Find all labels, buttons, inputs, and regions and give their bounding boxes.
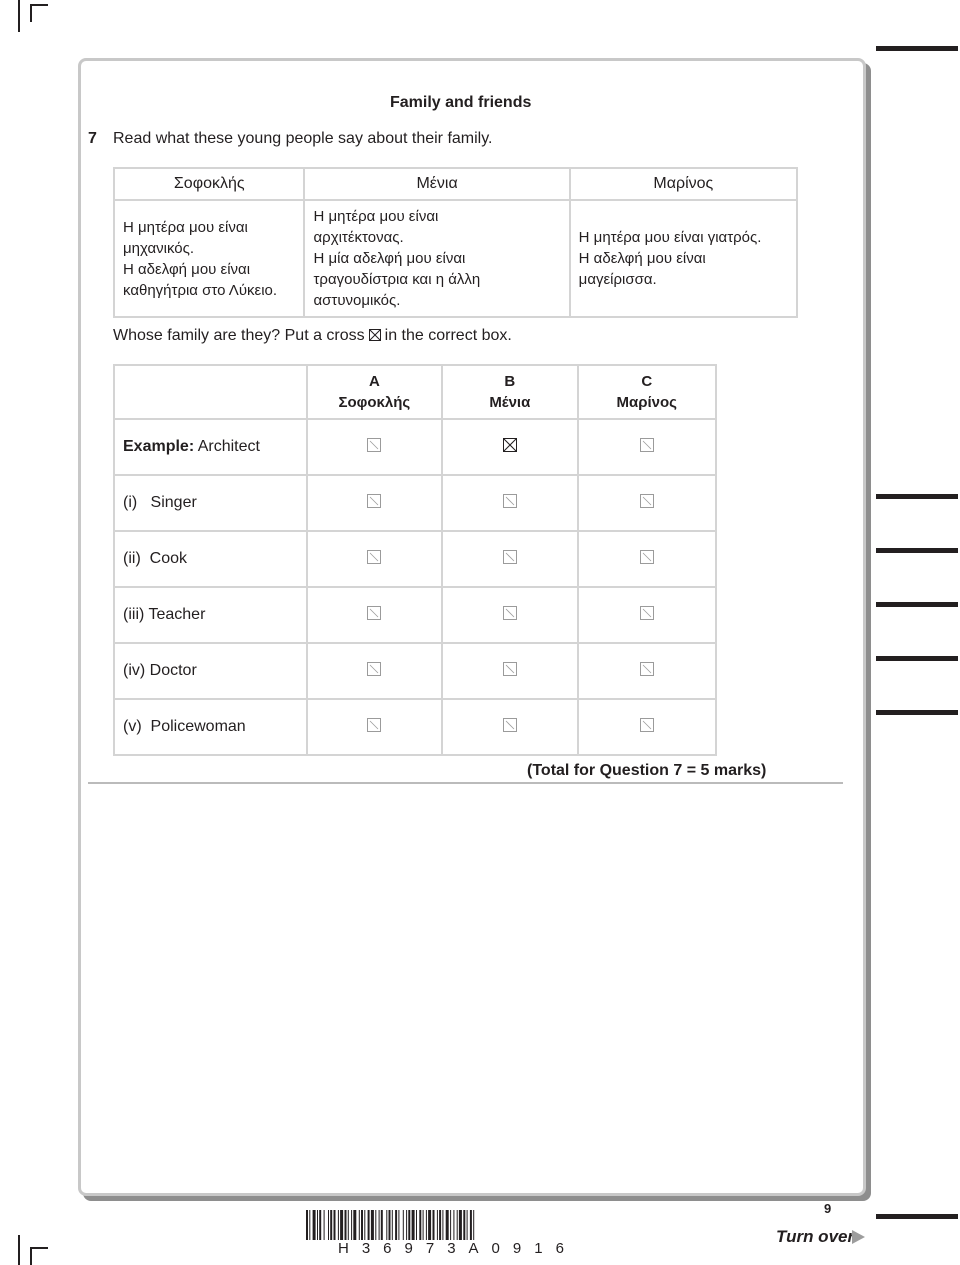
barcode-text: H36973A0916 <box>338 1240 577 1257</box>
answer-cell <box>307 699 443 755</box>
barcode-bar <box>463 1210 465 1240</box>
question-text: Read what these young people say about their family. <box>113 130 493 147</box>
barcode-bar <box>348 1210 349 1240</box>
crossed-checkbox[interactable] <box>503 438 517 452</box>
margin-bar <box>876 548 958 553</box>
barcode-bar <box>306 1210 308 1240</box>
answer-cell <box>307 587 443 643</box>
barcode-bar <box>319 1210 321 1240</box>
crop-mark <box>30 4 48 6</box>
question-number: 7 <box>88 130 97 147</box>
answer-cell <box>578 643 717 699</box>
answer-checkbox[interactable] <box>367 662 381 676</box>
row-label: (v) Policewoman <box>114 699 307 755</box>
answer-cell <box>578 531 717 587</box>
answer-cell <box>307 531 443 587</box>
barcode-bar <box>470 1210 472 1240</box>
answer-cell <box>442 419 577 475</box>
answer-cell <box>307 475 443 531</box>
barcode-bar <box>426 1210 427 1240</box>
example-label-text: Architect <box>194 438 260 455</box>
instruction-text: Whose family are they? Put a cross <box>113 327 365 344</box>
answer-checkbox[interactable] <box>503 662 517 676</box>
answer-checkbox[interactable] <box>640 438 654 452</box>
page-number: 9 <box>824 1201 832 1216</box>
barcode-bar <box>392 1210 393 1240</box>
barcode-bar <box>412 1210 415 1240</box>
person-statement <box>304 200 569 317</box>
example-label <box>114 419 307 475</box>
crossed-box-icon <box>369 329 381 341</box>
barcode-bar <box>408 1210 410 1240</box>
statement-line: μηχανικός. <box>123 239 195 257</box>
barcode-bar <box>364 1210 365 1240</box>
barcode-bar <box>473 1210 474 1240</box>
total-marks: (Total for Question 7 = 5 marks) <box>527 762 767 779</box>
answer-cell <box>442 699 577 755</box>
barcode-bar <box>457 1210 458 1240</box>
statement-line: Η αδελφή μου είναι <box>578 250 706 267</box>
barcode-bar <box>375 1210 376 1240</box>
barcode-bar <box>338 1210 339 1240</box>
column-name: Σοφοκλής <box>338 394 411 411</box>
statement-line: αρχιτέκτονας. <box>313 229 404 246</box>
crop-mark <box>30 4 32 22</box>
crop-mark <box>30 1247 32 1265</box>
statement-line: Η μητέρα μου είναι <box>123 218 248 236</box>
barcode-bar <box>386 1210 387 1240</box>
barcode-bar <box>309 1210 310 1240</box>
crop-mark <box>18 1235 20 1265</box>
answer-row <box>114 699 716 755</box>
barcode-bar <box>419 1210 421 1240</box>
barcode-bar <box>330 1210 332 1240</box>
answer-checkbox[interactable] <box>367 550 381 564</box>
answer-cell <box>442 587 577 643</box>
answer-checkbox[interactable] <box>503 550 517 564</box>
barcode-bar <box>406 1210 407 1240</box>
answer-cell <box>578 419 717 475</box>
barcode-bar <box>340 1210 343 1240</box>
margin-bar <box>876 46 958 51</box>
answer-row <box>114 475 716 531</box>
people-table <box>113 167 798 318</box>
crop-mark <box>30 1247 48 1249</box>
margin-bar <box>876 1214 958 1219</box>
arrow-right-icon <box>852 1230 865 1244</box>
barcode-bar <box>368 1210 370 1240</box>
instruction <box>113 327 512 345</box>
answer-checkbox[interactable] <box>640 606 654 620</box>
statement-line: αστυνομικός. <box>313 292 401 309</box>
column-header <box>578 365 717 419</box>
answer-table <box>113 364 717 756</box>
statement-line: καθηγήτρια στο Λύκειο. <box>123 281 278 299</box>
barcode-bar <box>442 1210 443 1240</box>
barcode-bar <box>379 1210 380 1240</box>
barcode-bar <box>459 1210 462 1240</box>
barcode-bar <box>433 1210 435 1240</box>
barcode-bar <box>453 1210 454 1240</box>
answer-checkbox[interactable] <box>367 494 381 508</box>
barcode-bar <box>345 1210 347 1240</box>
answer-checkbox[interactable] <box>503 718 517 732</box>
answer-cell <box>578 475 717 531</box>
answer-checkbox[interactable] <box>367 438 381 452</box>
person-name: Μαρίνος <box>570 168 797 200</box>
answer-checkbox[interactable] <box>503 606 517 620</box>
divider <box>88 782 843 784</box>
row-label: (ii) Cook <box>114 531 307 587</box>
answer-row <box>114 643 716 699</box>
barcode-bar <box>313 1210 316 1240</box>
instruction-text: in the correct box. <box>384 327 512 344</box>
answer-cell <box>578 699 717 755</box>
answer-cell <box>442 643 577 699</box>
empty-header-cell <box>114 365 307 419</box>
answer-checkbox[interactable] <box>640 662 654 676</box>
row-label: (i) Singer <box>114 475 307 531</box>
crop-mark <box>18 0 20 32</box>
barcode-bar <box>389 1210 391 1240</box>
answer-cell <box>307 643 443 699</box>
answer-checkbox[interactable] <box>367 718 381 732</box>
margin-bar <box>876 710 958 715</box>
barcode-bar <box>334 1210 336 1240</box>
barcode-bar <box>398 1210 399 1240</box>
statement-line: Η μητέρα μου είναι <box>313 208 439 225</box>
barcode-bar <box>439 1210 441 1240</box>
row-label: (iii) Teacher <box>114 587 307 643</box>
statement-line: Η μία αδελφή μου είναι <box>313 250 466 267</box>
barcode-bar <box>351 1210 352 1240</box>
example-label-bold: Example: <box>123 438 195 455</box>
answer-cell <box>442 475 577 531</box>
answer-cell <box>307 419 443 475</box>
margin-bar <box>876 602 958 607</box>
barcode-bar <box>328 1210 329 1240</box>
person-name: Μένια <box>304 168 569 200</box>
column-name: Μαρίνος <box>616 394 677 411</box>
answer-checkbox[interactable] <box>640 494 654 508</box>
answer-checkbox[interactable] <box>367 606 381 620</box>
statement-line: Η αδελφή μου είναι <box>123 260 251 278</box>
answer-checkbox[interactable] <box>640 718 654 732</box>
barcode-bar <box>437 1210 438 1240</box>
turn-over-label: Turn over <box>776 1227 855 1246</box>
column-header <box>307 365 443 419</box>
column-name: Μένια <box>489 394 531 411</box>
barcode-bar <box>359 1210 360 1240</box>
answer-cell <box>578 587 717 643</box>
person-name: Σοφοκλής <box>114 168 304 200</box>
column-letter: A <box>368 373 380 390</box>
answer-checkbox[interactable] <box>640 550 654 564</box>
barcode-bar <box>395 1210 397 1240</box>
statement-line: μαγείρισσα. <box>578 271 657 288</box>
margin-bar <box>876 494 958 499</box>
barcode <box>306 1210 626 1240</box>
barcode-bar <box>317 1210 318 1240</box>
column-header <box>442 365 577 419</box>
barcode-bar <box>361 1210 363 1240</box>
column-letter: C <box>641 373 653 390</box>
barcode-bar <box>403 1210 404 1240</box>
answer-checkbox[interactable] <box>503 494 517 508</box>
person-statement <box>570 200 797 317</box>
answer-row <box>114 531 716 587</box>
barcode-bar <box>450 1210 451 1240</box>
barcode-bar <box>416 1210 417 1240</box>
row-label: (iv) Doctor <box>114 643 307 699</box>
barcode-bar <box>423 1210 424 1240</box>
section-title: Family and friends <box>390 94 532 111</box>
barcode-bar <box>467 1210 468 1240</box>
column-letter: B <box>504 373 516 390</box>
example-row <box>114 419 716 475</box>
person-statement <box>114 200 304 317</box>
margin-bar <box>876 656 958 661</box>
barcode-bar <box>428 1210 431 1240</box>
barcode-bar <box>381 1210 383 1240</box>
barcode-bar <box>324 1210 325 1240</box>
statement-line: τραγουδίστρια και η άλλη <box>313 271 481 288</box>
answer-row <box>114 587 716 643</box>
barcode-bar <box>446 1210 449 1240</box>
answer-cell <box>442 531 577 587</box>
barcode-bar <box>371 1210 374 1240</box>
barcode-bar <box>353 1210 356 1240</box>
statement-line: Η μητέρα μου είναι γιατρός. <box>578 229 762 246</box>
